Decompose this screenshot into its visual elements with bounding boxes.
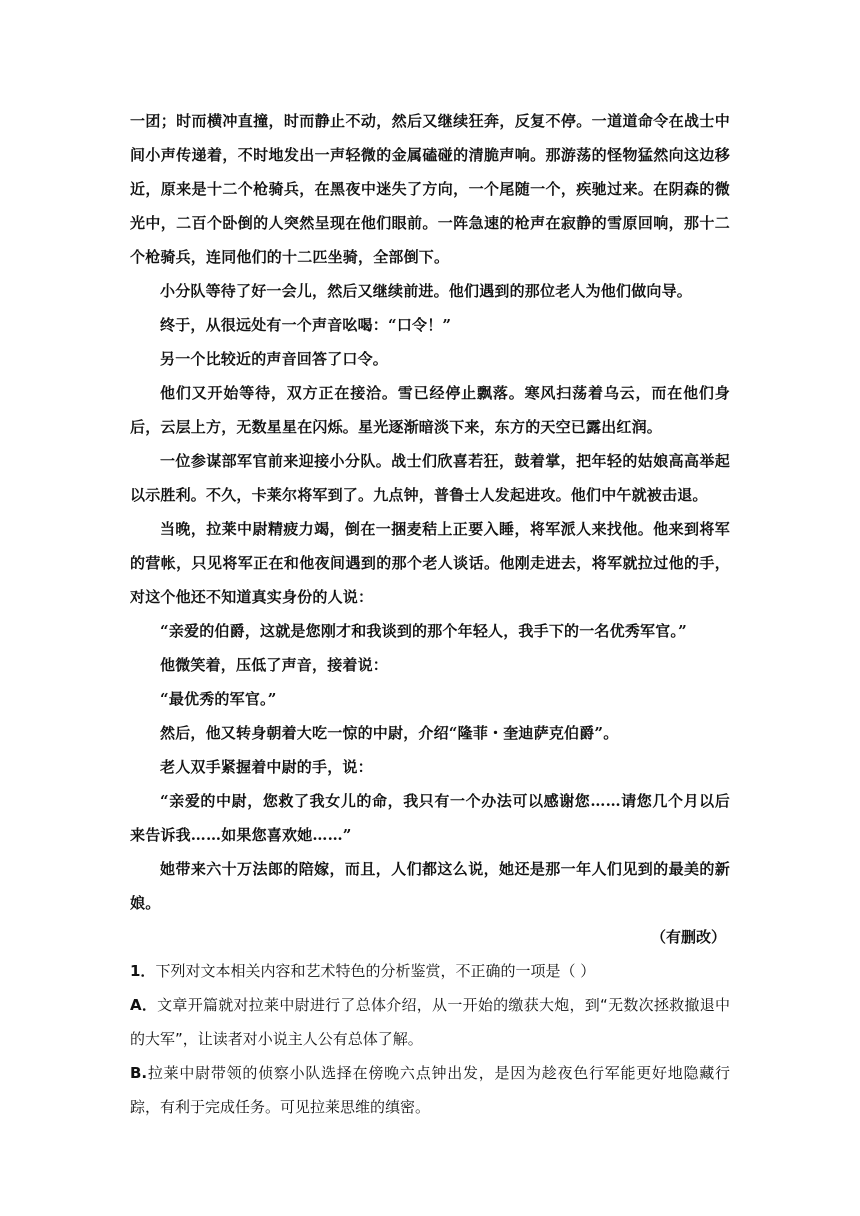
story-paragraph: 当晚，拉莱中尉精疲力竭，倒在一捆麦秸上正要入睡，将军派人来找他。他来到将军的营帐，只见将军正在和他夜间遇到的那个老人谈话。他刚走进去，将军就拉过他的手，对这个他还不知道真实身份的人说： xyxy=(130,520,730,606)
story-paragraph: “最优秀的军官。” xyxy=(160,690,277,708)
document-page xyxy=(130,104,730,1124)
option-a[interactable] xyxy=(130,988,730,1056)
option-label: A． xyxy=(130,996,158,1014)
story-paragraph: 她带来六十万法郎的陪嫁，而且，人们都这么说，她还是那一年人们见到的最美的新娘。 xyxy=(130,860,730,912)
source-note: （有删改） xyxy=(650,928,726,946)
question-block xyxy=(130,954,730,1124)
story-paragraph: “亲爱的中尉，您救了我女儿的命，我只有一个办法可以感谢您……请您几个月以后来告诉我……如果您喜欢她……” xyxy=(130,792,730,844)
story-paragraph: 然后，他又转身朝着大吃一惊的中尉，介绍“隆菲・奎迪萨克伯爵”。 xyxy=(160,724,619,742)
question-stem-text: 下列对文本相关内容和艺术特色的分析鉴赏，不正确的一项是（ ） xyxy=(155,962,596,980)
option-text: 拉莱中尉带领的侦察小队选择在傍晚六点钟出发，是因为趁夜色行军能更好地隐藏行踪，有利于完成任务。可见拉莱思维的缜密。 xyxy=(130,1064,730,1116)
story-paragraph: 一位参谋部军官前来迎接小分队。战士们欣喜若狂，鼓着掌，把年轻的姑娘高高举起以示胜利。不久，卡莱尔将军到了。九点钟，普鲁士人发起进攻。他们中午就被击退。 xyxy=(130,452,730,504)
option-b[interactable] xyxy=(130,1056,730,1124)
story-paragraph: 他微笑着，压低了声音，接着说： xyxy=(160,656,389,674)
story-paragraph: 他们又开始等待，双方正在接洽。雪已经停止飘落。寒风扫荡着乌云，而在他们身后，云层上方，无数星星在闪烁。星光逐渐暗淡下来，东方的天空已露出红润。 xyxy=(130,384,730,436)
story-paragraph: 一团；时而横冲直撞，时而静止不动，然后又继续狂奔，反复不停。一道道命令在战士中间小声传递着，不时地发出一声轻微的金属磕碰的清脆声响。那游荡的怪物猛然向这边移近，原来是十二个枪骑兵，在黑夜中迷失了方向，一个尾随一个，疾驰过来。在阴森的微光中，二百个卧倒的人突然呈现在他们眼前。一阵急速的枪声在寂静的雪原回响，那十二个枪骑兵，连同他们的十二匹坐骑，全部倒下。 xyxy=(130,112,730,266)
story-paragraph: “亲爱的伯爵，这就是您刚才和我谈到的那个年轻人，我手下的一名优秀军官。” xyxy=(160,622,687,640)
option-text: 文章开篇就对拉莱中尉进行了总体介绍，从一开始的缴获大炮，到“无数次拯救撤退中的大军”，让读者对小说主人公有总体了解。 xyxy=(130,996,730,1048)
story-paragraph: 小分队等待了好一会儿，然后又继续前进。他们遇到的那位老人为他们做向导。 xyxy=(160,282,693,300)
question-number: 1． xyxy=(130,962,156,980)
story-paragraph: 另一个比较近的声音回答了口令。 xyxy=(160,350,389,368)
question-stem xyxy=(130,954,730,988)
story-text xyxy=(130,104,730,920)
story-paragraph: 老人双手紧握着中尉的手，说： xyxy=(160,758,373,776)
option-label: B. xyxy=(130,1064,148,1082)
story-paragraph: 终于，从很远处有一个声音吆喝：“口令！” xyxy=(160,316,452,334)
